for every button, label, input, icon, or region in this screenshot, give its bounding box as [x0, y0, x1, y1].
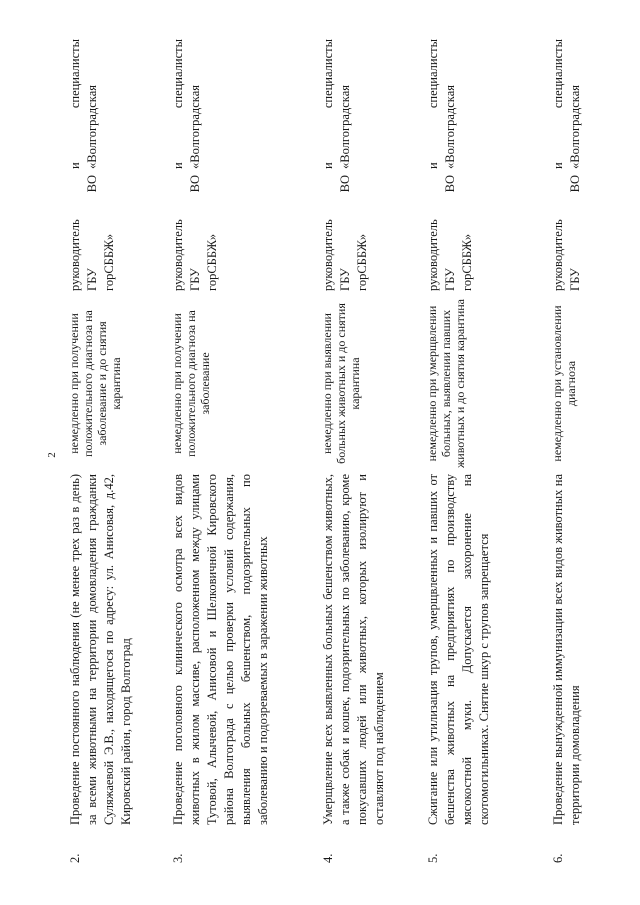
- responsible-unit: горСББЖ»: [102, 233, 116, 291]
- measure-term: немедленно при получении положительного диагноза на заболевание: [170, 310, 212, 457]
- organization-conjunction: и: [551, 162, 565, 169]
- responsible-cell: [550, 175, 584, 291]
- organization-name: «Волгоградская: [338, 85, 352, 169]
- measure-term: немедленно при умерщвлении больных, выявлении павших животных и до снятия карантина: [425, 299, 467, 468]
- responsible-title: руководитель: [551, 219, 565, 291]
- responsible-region: ВО: [188, 175, 202, 193]
- organization-conjunction: и: [426, 162, 440, 169]
- organization-name: «Волгоградская: [568, 85, 582, 169]
- responsible-region: ВО: [568, 175, 582, 193]
- responsible-agency: ГБУ: [443, 268, 457, 291]
- organization-cell: [170, 39, 204, 169]
- responsible-cell: [67, 175, 118, 291]
- organization-name: «Волгоградская: [85, 85, 99, 169]
- responsible-cell: [170, 175, 221, 291]
- organization-specialists: специалисты: [426, 39, 440, 109]
- responsible-agency-line: [337, 175, 354, 291]
- responsible-agency-line: [442, 175, 459, 291]
- responsible-agency: ГБУ: [85, 268, 99, 291]
- row-number: 2.: [68, 853, 82, 863]
- responsible-region: ВО: [338, 175, 352, 193]
- organization-specialists: специалисты: [171, 39, 185, 109]
- organization-name: «Волгоградская: [443, 85, 457, 169]
- responsible-agency: ГБУ: [338, 268, 352, 291]
- row-number: 5.: [426, 853, 440, 863]
- organization-line: [170, 39, 187, 169]
- measure-term: немедленно при выявлении больных животных и до снятия карантина: [320, 303, 362, 464]
- responsible-agency: ГБУ: [188, 268, 202, 291]
- organization-line: [67, 39, 84, 169]
- organization-conjunction: и: [321, 162, 335, 169]
- responsible-unit: горСББЖ»: [355, 233, 369, 291]
- measure-description: Проведение постоянного наблюдения (не менее трех раз в день) за всеми животными на территории домовладения гражданки Суляжаевой Э.В., находящегося по адресу: ул. Анисовая, д.42, Кировский район, город Волгоград: [68, 474, 133, 825]
- responsible-title: руководитель: [321, 219, 335, 291]
- responsible-agency-line: [84, 175, 101, 291]
- responsible-title: руководитель: [426, 219, 440, 291]
- responsible-title: руководитель: [171, 219, 185, 291]
- organization-cell: [550, 39, 584, 169]
- organization-line: [425, 39, 442, 169]
- responsible-agency-line: [567, 175, 584, 291]
- measure-description: Умерщвление всех выявленных больных бешенством животных, а также собак и кошек, подозрительных по заболеванию, кроме покусавших людей или животных, которых изолируют и оставляют под наблюдением: [321, 474, 386, 825]
- responsible-cell: [425, 175, 476, 291]
- organization-conjunction: и: [171, 162, 185, 169]
- organization-cell: [320, 39, 354, 169]
- organization-specialists: специалисты: [68, 39, 82, 109]
- row-number: 6.: [551, 853, 565, 863]
- responsible-title: руководитель: [68, 219, 82, 291]
- organization-cell: [425, 39, 459, 169]
- row-number: 4.: [321, 853, 335, 863]
- organization-line: [320, 39, 337, 169]
- responsible-agency: ГБУ: [568, 268, 582, 291]
- organization-specialists: специалисты: [551, 39, 565, 109]
- responsible-region: ВО: [443, 175, 457, 193]
- organization-conjunction: и: [68, 162, 82, 169]
- measure-term: немедленно при установлении диагноза: [550, 305, 578, 462]
- responsible-unit: горСББЖ»: [205, 233, 219, 291]
- measure-term: немедленно при получении положительного диагноза на заболевание и до снятия карантина: [67, 310, 123, 457]
- row-number: 3.: [171, 853, 185, 863]
- measure-description: Проведение вынужденной иммунизации всех видов животных на территории домовладения: [551, 474, 582, 825]
- measure-description: Сжигание или утилизация трупов, умерщвленных и павших от бешенства животных на предприятиях по производству мясокостной муки. Допускается захоронение на скотомогильниках. Снятие шкур с трупов запрещается: [426, 474, 491, 825]
- organization-name: «Волгоградская: [188, 85, 202, 169]
- responsible-cell: [320, 175, 371, 291]
- responsible-unit: горСББЖ»: [460, 233, 474, 291]
- responsible-agency-line: [187, 175, 204, 291]
- organization-cell: [67, 39, 101, 169]
- organization-line: [550, 39, 567, 169]
- responsible-region: ВО: [85, 175, 99, 193]
- organization-specialists: специалисты: [321, 39, 335, 109]
- measure-description: Проведение поголовного клинического осмотра всех видов животных в жилом массиве, расположенном между улицами Тутовой, Алычевой, Анисовой и Шелковичной Кировского района Волгограда с целью проверки условий содержания, выявления больных бешенством, подозрительных по заболеванию и подозреваемых в заражении животных: [171, 474, 270, 825]
- page-number: 2: [46, 452, 58, 458]
